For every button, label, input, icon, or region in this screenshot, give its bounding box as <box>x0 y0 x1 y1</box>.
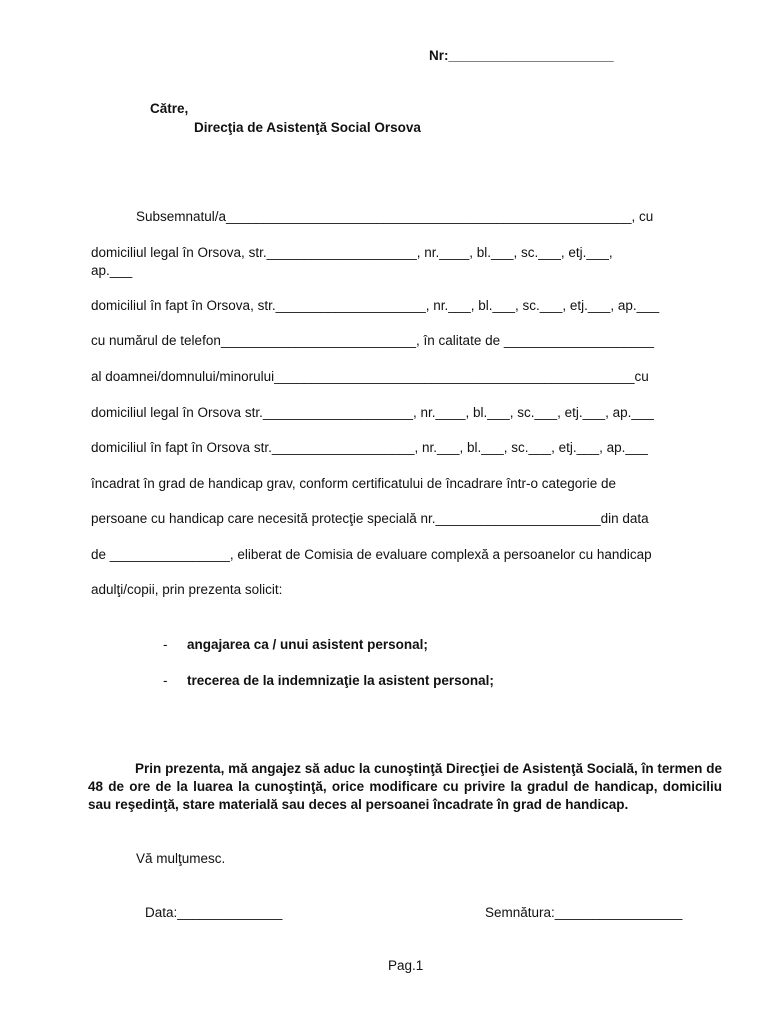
recipient-to: Către, <box>150 101 189 116</box>
form-line-request: adulţi/copii, prin prezenta solicit: <box>91 582 283 597</box>
page-number: Pag.1 <box>388 958 424 973</box>
option-hire-assistant: angajarea ca / unui asistent personal; <box>187 637 428 652</box>
form-line-phone: cu numărul de telefon__________________________, în calitate de ____________________ <box>91 333 655 348</box>
form-line-certificate-number: persoane cu handicap care necesită protecţie specială nr.______________________din data <box>91 511 649 526</box>
thanks-text: Vă mulţumesc. <box>136 851 226 866</box>
form-line-applicant: Subsemnatul/a______________________________________________________, cu <box>136 209 654 224</box>
option-dash: - <box>163 637 168 652</box>
date-field: Data:______________ <box>145 905 283 920</box>
signature-field: Semnătura:_________________ <box>485 905 683 920</box>
form-line-beneficiary: al doamnei/domnului/minorului________________________________________________cu <box>91 369 649 384</box>
form-line-beneficiary-actual-address: domiciliul în fapt în Orsova str.___________________, nr.___, bl.___, sc.___, etj.___, ap.___ <box>91 440 648 455</box>
form-line-legal-address-apt: ap.___ <box>91 263 133 278</box>
option-dash: - <box>163 673 168 688</box>
form-line-beneficiary-legal-address: domiciliul legal în Orsova str.____________________, nr.____, bl.___, sc.___, etj.___, ap.___ <box>91 405 654 420</box>
recipient-institution: Direcţia de Asistenţă Social Orsova <box>194 120 421 135</box>
form-line-actual-address: domiciliul în fapt în Orsova, str.____________________, nr.___, bl.___, sc.___, etj.___, ap.___ <box>91 298 660 313</box>
form-line-legal-address: domiciliul legal în Orsova, str.____________________, nr.____, bl.___, sc.___, etj.___, <box>91 245 613 260</box>
form-line-issued: de ________________, eliberat de Comisia de evaluare complexă a persoanelor cu handicap <box>91 547 652 562</box>
option-switch-to-assistant: trecerea de la indemnizaţie la asistent personal; <box>187 673 494 688</box>
form-line-handicap-grade: încadrat în grad de handicap grav, conform certificatului de încadrare într-o categorie de <box>91 476 617 491</box>
commitment-paragraph: Prin prezenta, mă angajez să aduc la cunoştinţă Direcţiei de Asistenţă Socială, în termen de 48 de ore de la luarea la cunoştinţă, orice modificare cu privire la gradul de handicap, domiciliu sau reşedinţă, stare materială sau deces al persoanei încadrate în grad de handicap. <box>88 761 722 812</box>
document-number: Nr:______________________ <box>429 48 614 63</box>
